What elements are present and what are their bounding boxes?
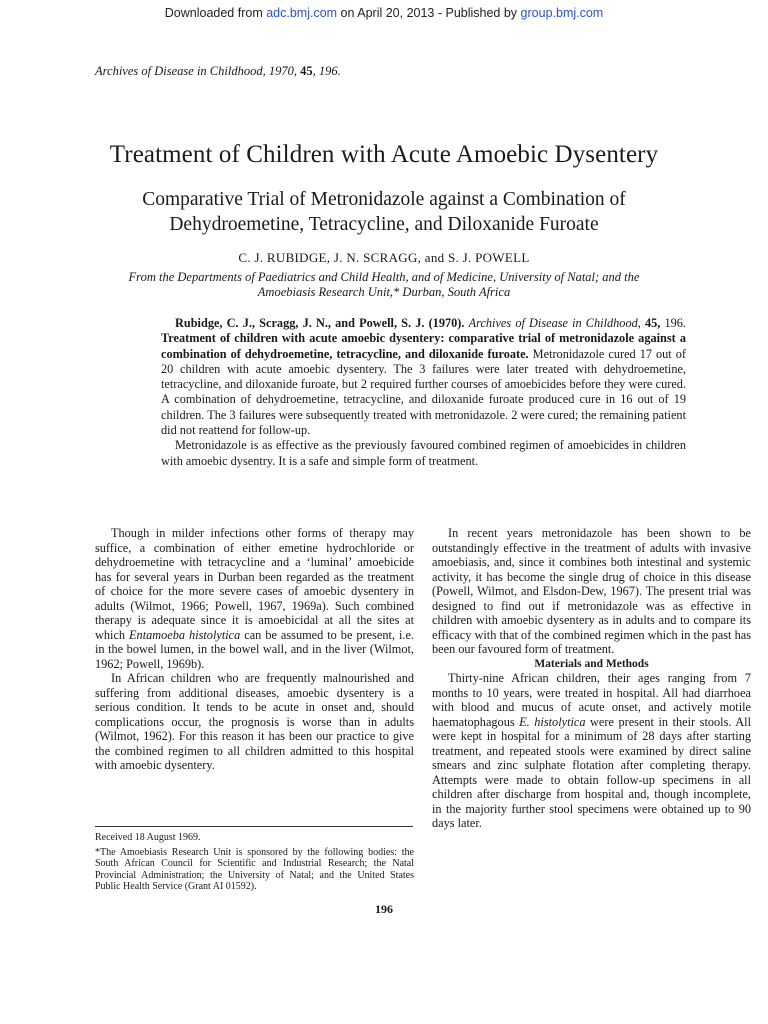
right-p2-text-a: Thirty-nine African children, their ages ranging from 7 months to 10 years, were treated in hospital. All had diarrhoea with blood and mucus of acute onset, and actively motile haematophagous xyxy=(432,671,751,729)
abstract xyxy=(161,316,686,469)
citation-year: , 1970, xyxy=(262,64,301,78)
footnotes xyxy=(95,832,414,896)
footnote-sponsor: *The Amoebiasis Research Unit is sponsored by the following bodies: the South African Council for Scientific and Industrial Research; the Natal Provincial Administration; the University of Natal; and the United States Public Health Service (Grant AI 01592). xyxy=(95,846,414,893)
footnote-divider xyxy=(95,826,413,827)
abstract-body: Metronidazole cured 17 out of 20 children with acute amoebic dysentery. The 3 failures were later treated with dehydroemetine, tetracycline, and diloxanide furoate, but 2 required further courses of amoebicides before they were cured. A combination of dehydroemetine, tetracycline, and diloxanide furoate produced cure in 16 out of 19 children. The 3 failures were subsequently treated with metronidazole. 2 were cured; the remaining patient did not reattend for follow-up. xyxy=(161,346,686,438)
download-middle: on April 20, 2013 - Published by xyxy=(337,6,521,20)
section-heading: Materials and Methods xyxy=(534,657,649,670)
citation-page: , 196. xyxy=(312,64,341,78)
abstract-volume: 45, xyxy=(644,316,661,330)
left-column xyxy=(95,526,414,773)
download-banner xyxy=(0,6,768,20)
right-paragraph-1: In recent years metronidazole has been shown to be outstandingly effective in the treatment of adults with invasive amoebiasis, and, since it combines both intestinal and systemic activity, it has become the single drug of choice in this disease (Powell, Wilmot, and Elsdon-Dew, 1967). The present trial was designed to find out if metronidazole was as effective in children with amoebic dysentery as in adults and to compare its efficacy with that of the combined regimen which in the past has been our favoured form of treatment. xyxy=(432,526,751,656)
page-number: 196 xyxy=(375,902,393,916)
journal-citation xyxy=(95,64,341,79)
publisher-link[interactable]: group.bmj.com xyxy=(520,6,604,20)
right-paragraph-2 xyxy=(432,671,751,831)
abstract-lead: Rubidge, C. J., Scragg, J. N., and Powell, S. J. (1970). xyxy=(175,316,465,330)
left-p1-italic: Entamoeba histolytica xyxy=(129,627,241,642)
left-p1-text-b: can be assumed to be present, i.e. in the bowel lumen, in the bowel wall, and in the liver (Wilmot, 1962; Powell, 1969b). xyxy=(95,627,414,671)
left-p1-text-a: Though in milder infections other forms of therapy may suffice, a combination of either emetine hydrochloride or dehydroemetine with tetracycline and a ‘luminal’ amoebicide has for several years in Durban been regarded as the treatment of choice for the more severe cases of amoebic dysentery in adults (Wilmot, 1966; Powell, 1967, 1969a). Such combined therapy is adequate since it is amoebicidal at all the sites at which xyxy=(95,526,414,642)
abstract-paragraph-2: Metronidazole is as effective as the previously favoured combined regimen of amoebicides in children with amoebic dysentry. It is a safe and simple form of treatment. xyxy=(161,438,686,468)
footnote-received: Received 18 August 1969. xyxy=(95,832,201,843)
article-title: Treatment of Children with Acute Amoebic Dysentery xyxy=(109,141,659,168)
article-authors: C. J. RUBIDGE, J. N. SCRAGG, and S. J. POWELL xyxy=(238,250,530,265)
left-paragraph-2: In African children who are frequently malnourished and suffering from additional diseases, amoebic dysentery is a serious condition. It tends to be acute in onset and, should complications occur, the prognosis is worse than in adults (Wilmot, 1962). For this reason it has been our practice to give the combined regimen to all children admitted to this hospital with amoebic dysentery. xyxy=(95,671,414,772)
left-paragraph-1 xyxy=(95,526,414,671)
abstract-paragraph-1 xyxy=(161,316,686,438)
abstract-title: Treatment of children with acute amoebic dysentery: comparative trial of metronidazole against a combination of dehydroemetine, tetracycline, and diloxanide furoate. xyxy=(161,331,686,361)
author-affiliation: From the Departments of Paediatrics and Child Health, and of Medicine, University of Natal; and the Amoebiasis Research Unit,* Durban, South Africa xyxy=(128,270,640,299)
right-p2-italic: E. histolytica xyxy=(519,714,586,729)
abstract-journal: Archives of Disease in Childhood, xyxy=(468,316,641,330)
citation-volume: 45 xyxy=(300,64,313,78)
article-subtitle: Comparative Trial of Metronidazole against a Combination of Dehydroemetine, Tetracycline, and Diloxanide Furoate xyxy=(142,189,626,235)
download-prefix: Downloaded from xyxy=(164,6,267,20)
citation-journal: Archives of Disease in Childhood xyxy=(95,64,263,78)
right-p2-text-b: were present in their stools. All were kept in hospital for a minimum of 28 days after starting treatment, and repeated stools were examined by direct saline smears and zinc sulphate flotation after completing therapy. Attempts were made to obtain follow-up specimens in all children after discharge from hospital and, though incomplete, in the majority further stool specimens were obtained up to 90 days later. xyxy=(432,714,751,830)
abstract-page: 196. xyxy=(660,316,687,330)
site-link[interactable]: adc.bmj.com xyxy=(266,6,338,20)
right-column xyxy=(432,526,751,831)
